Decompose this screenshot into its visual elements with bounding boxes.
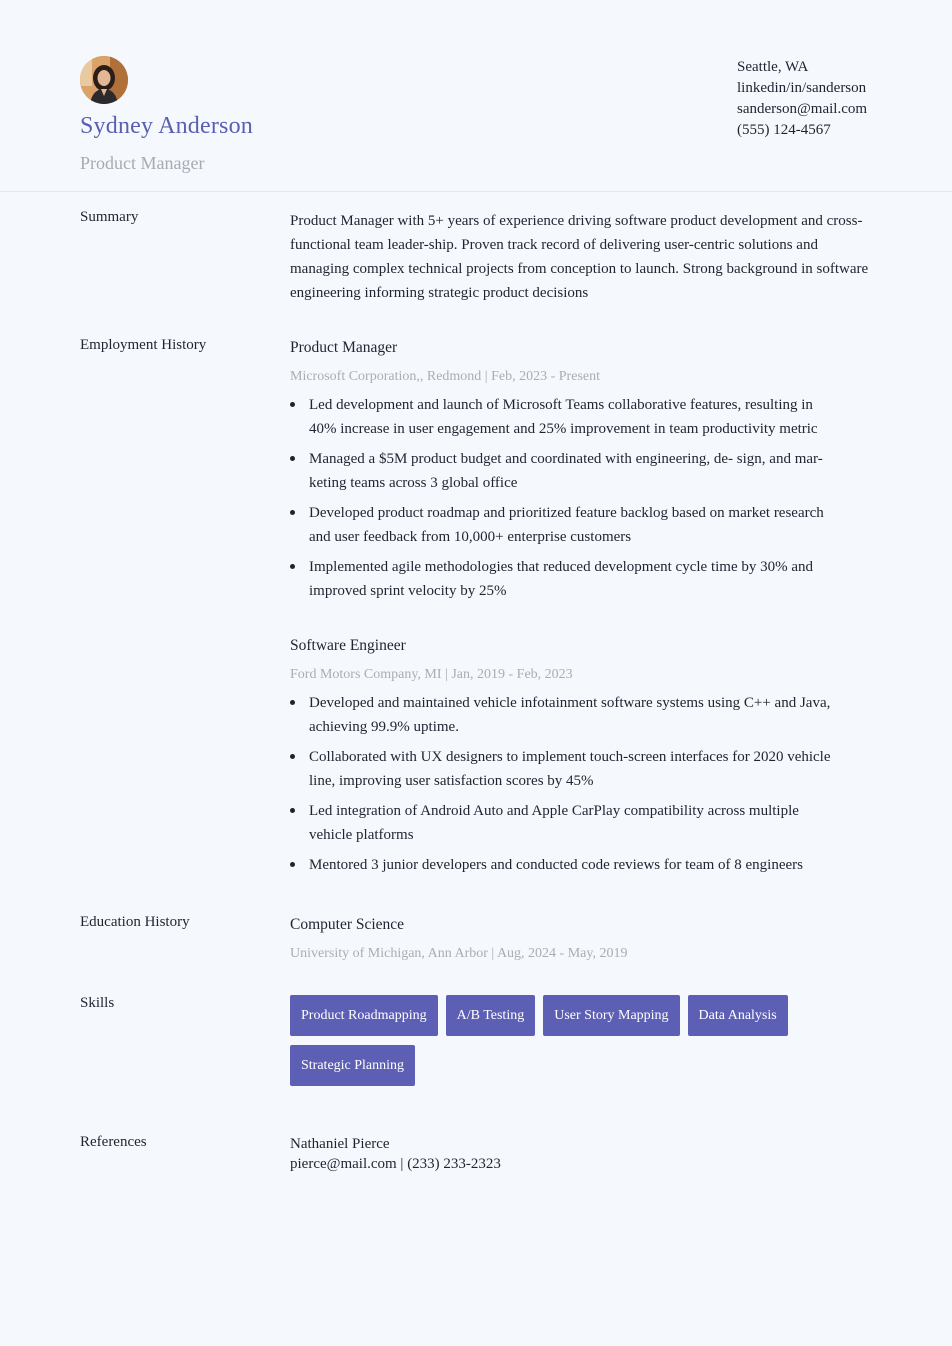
- job-entry: [290, 635, 880, 877]
- job-entry: [290, 337, 880, 603]
- skill-tag: A/B Testing: [446, 995, 536, 1036]
- job-bullets: [290, 393, 835, 603]
- job-title: Software Engineer: [290, 637, 406, 654]
- summary-text: Product Manager with 5+ years of experience driving software product development and cross-functional team leader-ship. Proven track record of delivering user-centric solutions and managing complex technical projects from conception to launch. Strong background in software engineering informing strategic product decisions: [290, 213, 869, 301]
- education-meta: University of Michigan, Ann Arbor | Aug, 2024 - May, 2019: [290, 946, 628, 961]
- section-label-references: References: [80, 1134, 147, 1150]
- contact-linkedin[interactable]: linkedin/in/sanderson: [737, 80, 867, 96]
- skill-tag: Product Roadmapping: [290, 995, 438, 1036]
- resume-header: [0, 0, 952, 192]
- skill-tag: Data Analysis: [688, 995, 788, 1036]
- section-label-summary: Summary: [80, 209, 139, 225]
- skill-tag: User Story Mapping: [543, 995, 679, 1036]
- contact-block: [737, 57, 867, 141]
- bullet-item: Developed product roadmap and prioritized feature backlog based on market research and user feedback from 10,000+ enterprise customers: [290, 501, 835, 549]
- bullet-item: Led integration of Android Auto and Apple CarPlay compatibility across multiple vehicle platforms: [290, 799, 835, 847]
- bullet-item: Collaborated with UX designers to implement touch-screen interfaces for 2020 vehicle line, improving user satisfaction scores by 45%: [290, 745, 835, 793]
- section-label-skills: Skills: [80, 995, 115, 1011]
- bullet-item: Mentored 3 junior developers and conducted code reviews for team of 8 engineers: [290, 853, 835, 877]
- degree-title: Computer Science: [290, 916, 405, 933]
- section-label-education: Education History: [80, 914, 190, 930]
- skill-tags: [290, 995, 810, 1086]
- candidate-title: Product Manager: [80, 153, 205, 173]
- bullet-item: Led development and launch of Microsoft Teams collaborative features, resulting in 40% increase in user engagement and 25% improvement in team productivity metric: [290, 393, 835, 441]
- bullet-item: Developed and maintained vehicle infotainment software systems using C++ and Java, achieving 99.9% uptime.: [290, 691, 835, 739]
- contact-location: Seattle, WA: [737, 59, 809, 75]
- references-content: [290, 1134, 880, 1174]
- job-meta: Ford Motors Company, MI | Jan, 2019 - Feb, 2023: [290, 667, 573, 682]
- contact-email[interactable]: sanderson@mail.com: [737, 101, 868, 117]
- contact-phone: (555) 124-4567: [737, 122, 831, 138]
- candidate-name: Sydney Anderson: [80, 113, 253, 139]
- bullet-item: Managed a $5M product budget and coordinated with engineering, de- sign, and mar- keting teams across 3 global office: [290, 447, 835, 495]
- job-meta: Microsoft Corporation,, Redmond | Feb, 2023 - Present: [290, 369, 600, 384]
- profile-photo: [80, 56, 128, 104]
- job-title: Product Manager: [290, 339, 398, 356]
- skill-tag: Strategic Planning: [290, 1045, 415, 1086]
- bullet-item: Implemented agile methodologies that reduced development cycle time by 30% and improved sprint velocity by 25%: [290, 555, 835, 603]
- education-content: [290, 914, 880, 964]
- avatar: [80, 56, 128, 104]
- section-label-employment: Employment History: [80, 337, 207, 353]
- job-bullets: [290, 691, 835, 877]
- reference-name: Nathaniel Pierce: [290, 1136, 390, 1152]
- employment-content: [290, 337, 880, 883]
- reference-contact: pierce@mail.com | (233) 233-2323: [290, 1156, 501, 1172]
- skills-content: [290, 995, 880, 1086]
